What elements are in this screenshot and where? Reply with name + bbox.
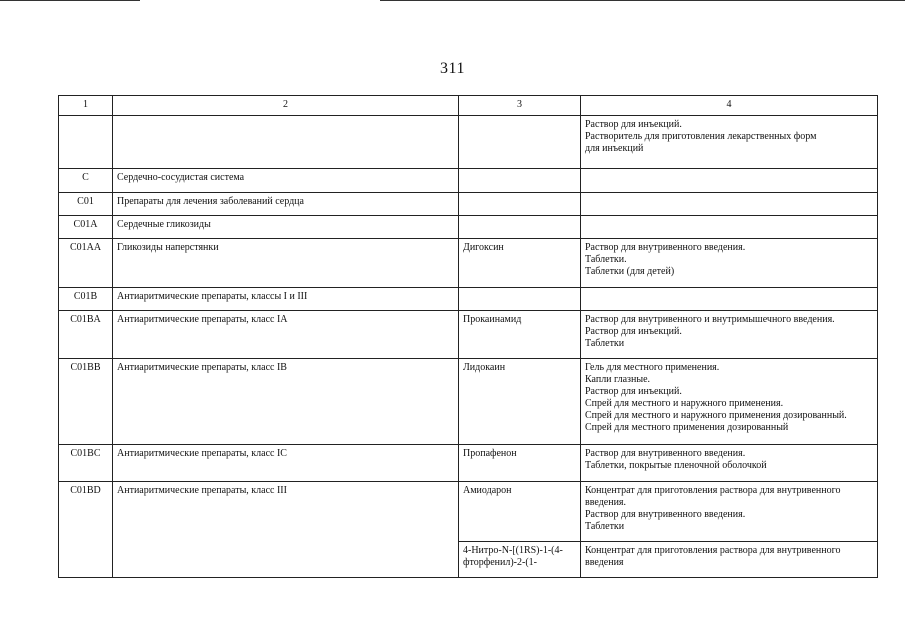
dosage-forms-cell xyxy=(581,542,878,578)
header-cell-1: 1 xyxy=(59,96,113,116)
dosage-forms-cell xyxy=(581,169,878,193)
table-row xyxy=(59,116,878,169)
dosage-form-line: Таблетки, покрытые пленочной оболочкой xyxy=(585,460,767,471)
atc-code-cell: C01BA xyxy=(59,311,113,359)
atc-code-cell: C01AA xyxy=(59,239,113,288)
dosage-forms-cell xyxy=(581,482,878,542)
drug-name-cell xyxy=(459,288,581,311)
dosage-forms-cell xyxy=(581,311,878,359)
atc-name-cell: Препараты для лечения заболеваний сердца xyxy=(113,193,459,216)
table-row xyxy=(59,216,878,239)
dosage-form-line: Раствор для инъекций. xyxy=(585,119,682,130)
dosage-form-line: Раствор для внутривенного введения. xyxy=(585,509,746,520)
table-row xyxy=(59,193,878,216)
table-row xyxy=(59,445,878,482)
drug-name-cell: Прокаинамид xyxy=(459,311,581,359)
atc-name-cell: Антиаритмические препараты, класс IA xyxy=(113,311,459,359)
dosage-form-line: для инъекций xyxy=(585,143,644,154)
dosage-form-line: Спрей для местного и наружного применения дозированный. xyxy=(585,410,847,421)
dosage-forms-cell xyxy=(581,116,878,169)
header-cell-3: 3 xyxy=(459,96,581,116)
drug-name-cell: Лидокаин xyxy=(459,359,581,445)
drug-name-cell xyxy=(459,116,581,169)
drug-name-cell: Амиодарон xyxy=(459,482,581,542)
dosage-form-line: Капли глазные. xyxy=(585,374,651,385)
atc-code-cell: C01BB xyxy=(59,359,113,445)
table-row xyxy=(59,288,878,311)
table-row xyxy=(59,482,878,542)
dosage-form-line: Таблетки (для детей) xyxy=(585,266,675,277)
header-cell-4: 4 xyxy=(581,96,878,116)
dosage-form-line: Гель для местного применения. xyxy=(585,362,720,373)
table-row xyxy=(59,359,878,445)
dosage-form-line: Раствор для внутривенного введения. xyxy=(585,242,746,253)
dosage-forms-cell xyxy=(581,288,878,311)
header-row xyxy=(59,96,878,116)
atc-name-cell: Антиаритмические препараты, класс III xyxy=(113,482,459,578)
dosage-form-line: Растворитель для приготовления лекарственных форм xyxy=(585,131,817,142)
dosage-form-line: Спрей для местного и наружного применения. xyxy=(585,398,784,409)
drug-name-cell: Пропафенон xyxy=(459,445,581,482)
atc-code-cell: C01 xyxy=(59,193,113,216)
atc-code-cell: C01BD xyxy=(59,482,113,578)
top-edge-rule-left xyxy=(0,0,140,1)
drug-table xyxy=(58,95,878,578)
atc-name-cell: Антиаритмические препараты, класс IC xyxy=(113,445,459,482)
drug-name-cell: 4-Нитро-N-[(1RS)-1-(4-фторфенил)-2-(1- xyxy=(459,542,581,578)
dosage-form-line: Раствор для инъекций. xyxy=(585,326,682,337)
dosage-forms-cell xyxy=(581,193,878,216)
atc-code-cell: C01B xyxy=(59,288,113,311)
dosage-form-line: Таблетки. xyxy=(585,254,627,265)
dosage-form-line: Таблетки xyxy=(585,521,625,532)
dosage-form-line: Спрей для местного применения дозированный xyxy=(585,422,789,433)
drug-name-cell: Дигоксин xyxy=(459,239,581,288)
atc-name-cell: Гликозиды наперстянки xyxy=(113,239,459,288)
atc-name-cell xyxy=(113,116,459,169)
table-row xyxy=(59,169,878,193)
atc-name-cell: Антиаритмические препараты, класс IB xyxy=(113,359,459,445)
dosage-forms-cell xyxy=(581,239,878,288)
table-row xyxy=(59,239,878,288)
dosage-forms-cell xyxy=(581,445,878,482)
dosage-form-line: Раствор для внутривенного введения. xyxy=(585,448,746,459)
header-cell-2: 2 xyxy=(113,96,459,116)
atc-name-cell: Сердечно-сосудистая система xyxy=(113,169,459,193)
atc-code-cell: C xyxy=(59,169,113,193)
atc-name-cell: Антиаритмические препараты, классы I и III xyxy=(113,288,459,311)
table-row xyxy=(59,311,878,359)
page-number: 311 xyxy=(440,60,465,77)
dosage-form-line: Концентрат для приготовления раствора для внутривенного введения xyxy=(585,545,841,568)
top-edge-rule-right xyxy=(380,0,905,1)
atc-code-cell: C01BC xyxy=(59,445,113,482)
dosage-form-line: Раствор для инъекций. xyxy=(585,386,682,397)
drug-name-cell xyxy=(459,216,581,239)
dosage-forms-cell xyxy=(581,216,878,239)
drug-name-cell xyxy=(459,193,581,216)
atc-name-cell: Сердечные гликозиды xyxy=(113,216,459,239)
drug-name-cell xyxy=(459,169,581,193)
dosage-form-line: Таблетки xyxy=(585,338,625,349)
dosage-form-line: Раствор для внутривенного и внутримышечного введения. xyxy=(585,314,835,325)
dosage-form-line: Концентрат для приготовления раствора для внутривенного введения. xyxy=(585,485,841,508)
atc-code-cell xyxy=(59,116,113,169)
dosage-forms-cell xyxy=(581,359,878,445)
atc-code-cell: C01A xyxy=(59,216,113,239)
